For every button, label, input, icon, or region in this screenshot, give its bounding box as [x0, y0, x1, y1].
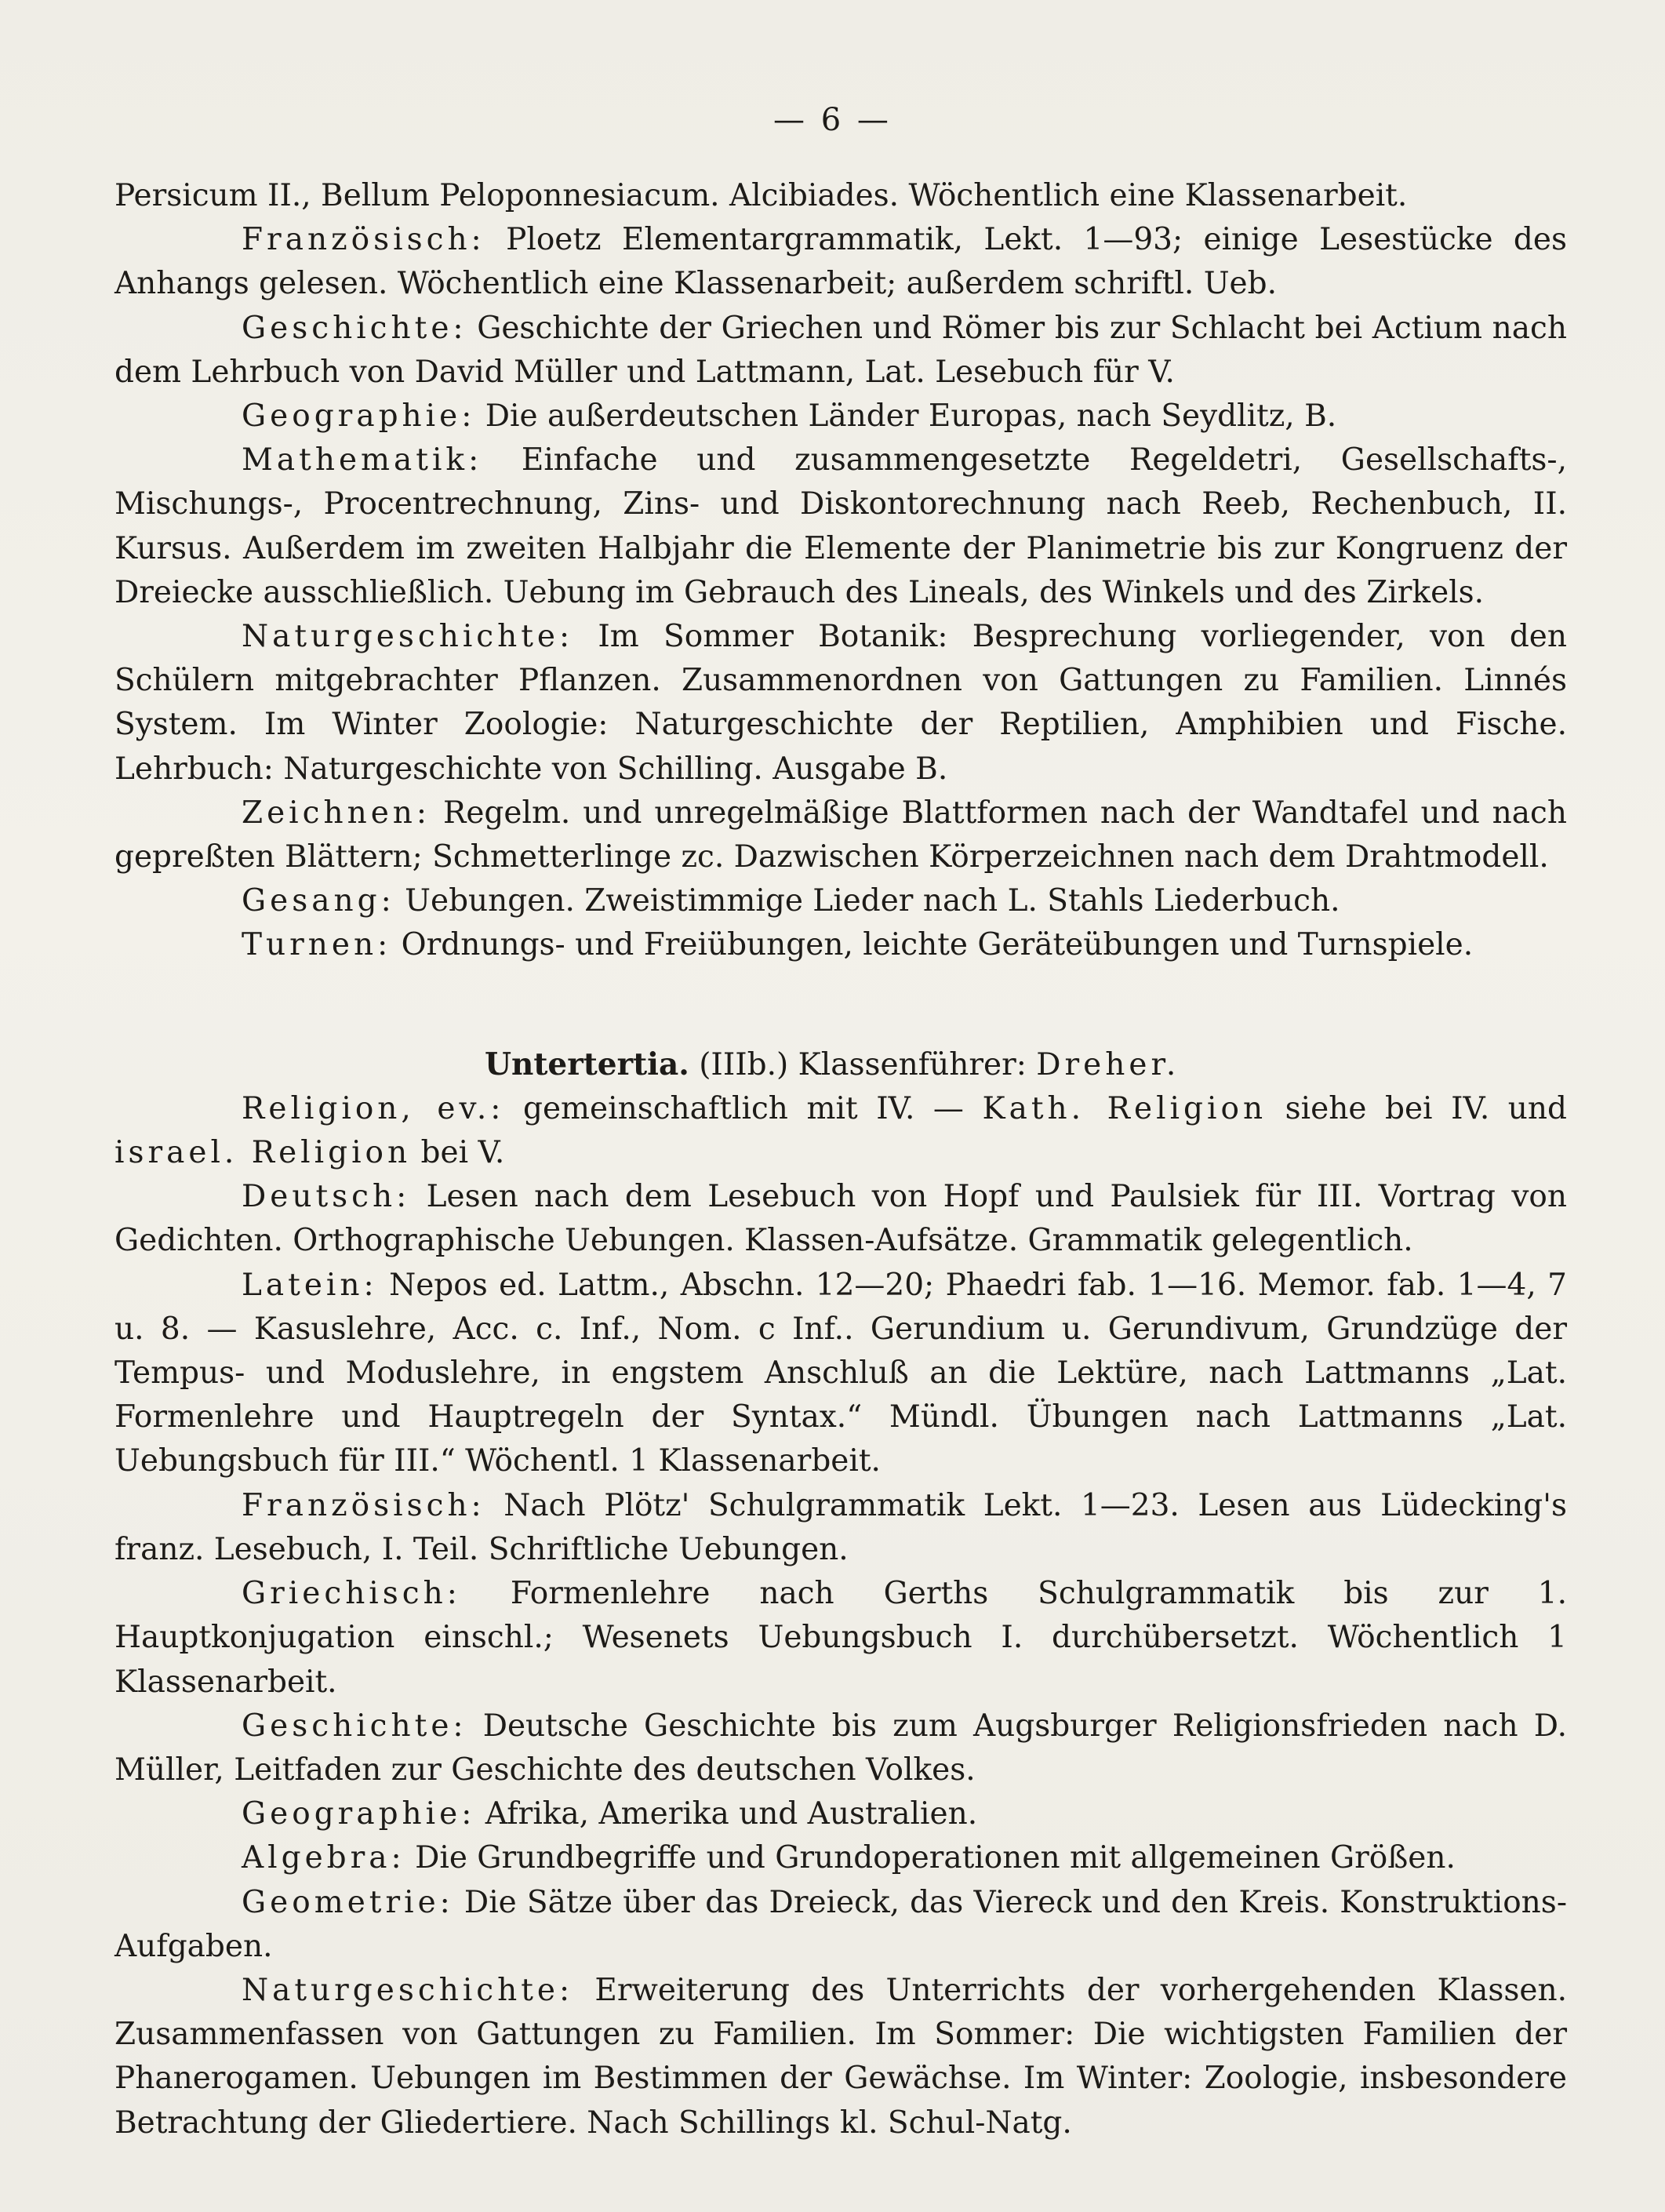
- paragraph: [115, 1175, 1567, 1263]
- subject-label: Geschichte:: [242, 310, 467, 346]
- subject-label: Gesang:: [242, 883, 395, 919]
- page-number: — 6 —: [773, 102, 892, 138]
- paragraph-text: Einfache und zusammengesetzte Regeldetri, Gesellschafts-, Mischungs-, Procentrechnung, Zins- und Diskontorechnung nach Reeb, Rechenbuch, II. Kursus. Außerdem im zweiten Halbjahr die Elemente der Planimetrie bis zur Kongruenz der Dreiecke ausschließlich. Uebung im Gebrauch des Lineals, des Winkels und des Zirkels.: [115, 442, 1567, 610]
- subject-label: Griechisch:: [242, 1576, 461, 1612]
- subject-label: israel. Religion: [115, 1135, 412, 1171]
- subject-label: Französisch:: [242, 1487, 485, 1523]
- paragraph-text: Regelm. und unregelmäßige Blattformen nach der Wandtafel und nach gepreßten Blättern; Schmetterlinge zc. Dazwischen Körperzeichnen nach dem Drahtmodell.: [115, 795, 1567, 875]
- paragraph: [115, 1792, 1567, 1836]
- subject-label: Algebra:: [242, 1840, 405, 1876]
- paragraph-text: Geschichte der Griechen und Römer bis zur Schlacht bei Actium nach dem Lehrbuch von David Müller und Lattmann, Lat. Lesebuch für V.: [115, 310, 1567, 390]
- paragraph: [115, 1264, 1567, 1484]
- paragraph-text: Lesen nach dem Lesebuch von Hopf und Paulsiek für III. Vortrag von Gedichten. Orthographische Uebungen. Klassen-Aufsätze. Grammatik gelegentlich.: [115, 1179, 1567, 1259]
- paragraph-text: siehe bei IV. und: [1267, 1090, 1567, 1126]
- paragraph-text: Afrika, Amerika und Australien.: [475, 1796, 978, 1832]
- paragraph: [115, 1572, 1567, 1704]
- section-heading-untertertia: [115, 1042, 1567, 1087]
- subject-label: Turnen:: [242, 927, 392, 963]
- subject-label: Mathematik:: [242, 442, 483, 478]
- paragraph: [115, 1881, 1567, 1969]
- paragraph-text: Nepos ed. Lattm., Abschn. 12—20; Phaedri fab. 1—16. Memor. fab. 1—4, 7 u. 8. — Kasuslehre, Acc. c. Inf., Nom. c Inf.. Gerundium u. Gerundivum, Grundzüge der Tempus- und Moduslehre, in engstem Anschluß an die Lektüre, nach Lattmanns „Lat. Formenlehre und Hauptregeln der Syntax.“ Mündl. Übungen nach Lattmanns „Lat. Uebungsbuch für III.“ Wöchentl. 1 Klassenarbeit.: [115, 1267, 1567, 1479]
- paragraph-text: Die Grundbegriffe und Grundoperationen mit allgemeinen Größen.: [405, 1840, 1456, 1876]
- paragraph: [115, 174, 1567, 218]
- paragraph: [115, 1704, 1567, 1792]
- subject-label: Geographie:: [242, 398, 476, 435]
- paragraph: [115, 1087, 1567, 1175]
- paragraph: [115, 438, 1567, 615]
- paragraph-text: Ploetz Elementargrammatik, Lekt. 1—93; einige Lesestücke des Anhangs gelesen. Wöchentlich eine Klassenarbeit; außerdem schriftl. Ueb.: [115, 222, 1567, 302]
- paragraph: [115, 923, 1567, 967]
- subject-label: Naturgeschichte:: [242, 1972, 574, 2008]
- heading-teacher: Dreher.: [1036, 1046, 1180, 1082]
- paragraph-text: Im Sommer Botanik: Besprechung vorliegender, von den Schülern mitgebrachter Pflanzen. Zusammenordnen von Gattungen zu Familien. Linnés System. Im Winter Zoologie: Naturgeschichte der Reptilien, Amphibien und Fische. Lehrbuch: Naturgeschichte von Schilling. Ausgabe B.: [115, 619, 1567, 787]
- paragraph-text: Erweiterung des Unterrichts der vorhergehenden Klassen. Zusammenfassen von Gattungen zu Familien. Im Sommer: Die wichtigsten Familien der Phanerogamen. Uebungen im Bestimmen der Gewächse. Im Winter: Zoologie, insbesondere Betrachtung der Gliedertiere. Nach Schillings kl. Schul-Natg.: [115, 1972, 1567, 2141]
- subject-label: Geschichte:: [242, 1708, 467, 1744]
- heading-class-code: (IIIb.) Klassenführer:: [689, 1046, 1037, 1082]
- subject-label: Französisch:: [242, 222, 485, 258]
- subject-label: Latein:: [242, 1267, 378, 1303]
- paragraph: [115, 1484, 1567, 1572]
- paragraph: [115, 218, 1567, 306]
- paragraph-text: Die Sätze über das Dreieck, das Viereck und den Kreis. Konstruktions-Aufgaben.: [115, 1884, 1567, 1964]
- paragraph-text: gemeinschaftlich mit IV. —: [504, 1090, 983, 1126]
- subject-label: Zeichnen:: [242, 795, 431, 831]
- subject-label: Kath. Religion: [982, 1090, 1267, 1126]
- paragraph-text: Deutsche Geschichte bis zum Augsburger Religionsfrieden nach D. Müller, Leitfaden zur Geschichte des deutschen Volkes.: [115, 1708, 1567, 1788]
- subject-label: Deutsch:: [242, 1179, 411, 1215]
- heading-title: Untertertia.: [485, 1046, 689, 1082]
- section-quarta-continued: [115, 174, 1567, 968]
- subject-label: Naturgeschichte:: [242, 619, 574, 655]
- paragraph-text: Nach Plötz' Schulgrammatik Lekt. 1—23. Lesen aus Lüdecking's franz. Lesebuch, I. Teil. Schriftliche Uebungen.: [115, 1487, 1567, 1567]
- paragraph-text: Uebungen. Zweistimmige Lieder nach L. Stahls Liederbuch.: [394, 883, 1340, 919]
- paragraph: [115, 395, 1567, 438]
- paragraph-text: Formenlehre nach Gerths Schulgrammatik bis zur 1. Hauptkonjugation einschl.; Wesenets Uebungsbuch I. durchübersetzt. Wöchentlich 1 Klassenarbeit.: [115, 1576, 1567, 1700]
- paragraph: [115, 615, 1567, 791]
- paragraph-text: Die außerdeutschen Länder Europas, nach Seydlitz, B.: [475, 398, 1337, 435]
- paragraph: [115, 1836, 1567, 1880]
- paragraph-text: Ordnungs- und Freiübungen, leichte Geräteübungen und Turnspiele.: [391, 927, 1474, 963]
- paragraph: [115, 307, 1567, 395]
- paragraph: [115, 879, 1567, 923]
- document-body: [115, 174, 1567, 2145]
- paragraph-text: Persicum II., Bellum Peloponnesiacum. Alcibiades. Wöchentlich eine Klassenarbeit.: [115, 178, 1408, 213]
- paragraph: [115, 791, 1567, 879]
- section-untertertia: [115, 1087, 1567, 2145]
- subject-label: Geometrie:: [242, 1884, 454, 1920]
- paragraph: [115, 1969, 1567, 2145]
- subject-label: Religion, ev.:: [242, 1090, 505, 1126]
- subject-label: Geographie:: [242, 1796, 476, 1832]
- paragraph-text: bei V.: [411, 1135, 505, 1171]
